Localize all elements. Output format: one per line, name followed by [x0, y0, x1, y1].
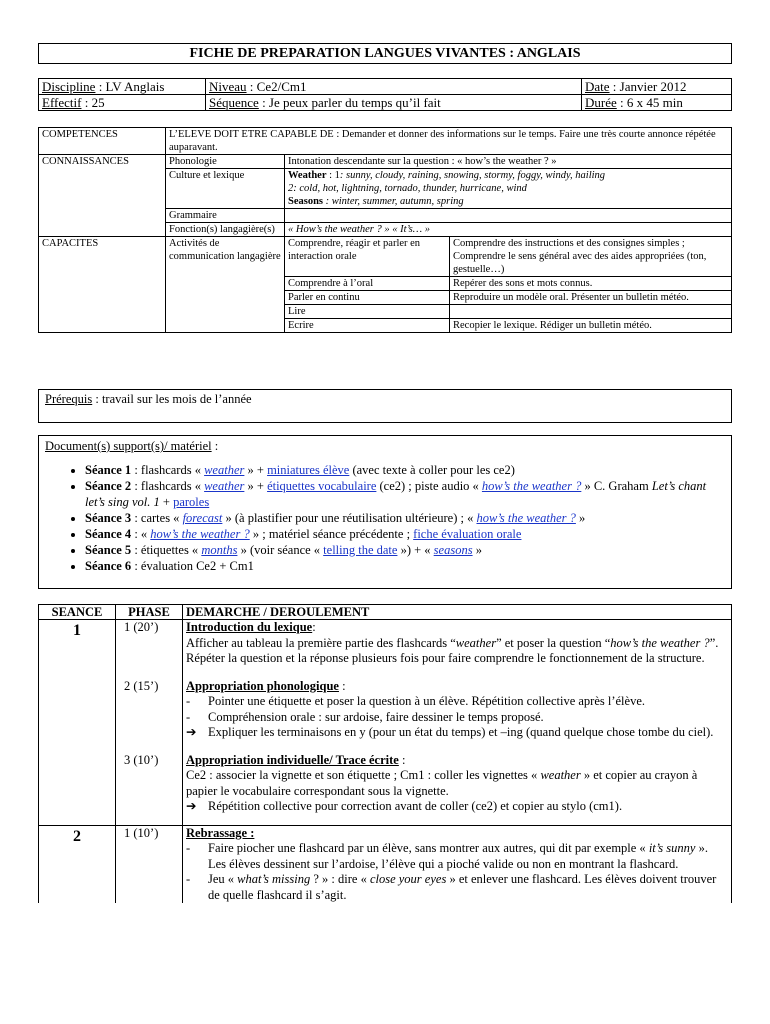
weather-level-1: : 1 — [326, 170, 340, 181]
sequence-label: Séquence — [209, 95, 259, 110]
capacite-description: Repérer des sons et mots connus. — [450, 277, 732, 291]
fiche-evaluation-link[interactable]: fiche évaluation orale — [413, 527, 522, 541]
weather-words-2: 2: cold, hot, lightning, tornado, thunder, hurricane, wind — [288, 183, 527, 194]
seance-label: Séance 2 — [85, 479, 132, 493]
phase-italic: weather — [540, 768, 581, 782]
niveau-value: : Ce2/Cm1 — [246, 79, 307, 94]
phase-title: Appropriation phonologique — [186, 678, 339, 693]
bullet-text: Expliquer les terminaisons en y (pour un état du temps) et –ing (quand quelque chose tombe du ciel). — [208, 725, 714, 739]
doc-text: » — [575, 511, 586, 525]
fonctions-label: Fonction(s) langagière(s) — [166, 223, 285, 237]
weather-link[interactable]: weather — [204, 463, 245, 477]
connaissances-label: CONNAISSANCES — [39, 155, 166, 237]
seasons-label: Seasons — [288, 196, 324, 207]
list-item — [85, 462, 725, 478]
header-phase: PHASE — [116, 605, 183, 620]
phase-text: Ce2 : associer la vignette et son étiquette ; Cm1 : coller les vignettes « — [186, 768, 541, 782]
page-title: FICHE DE PREPARATION LANGUES VIVANTES : ANGLAIS — [38, 43, 732, 64]
activites-label: Activités de communication langagière — [166, 237, 285, 333]
bullet-italic: what’s missing — [237, 872, 311, 886]
bullet-text: Faire piocher une flashcard par un élève, sans montrer aux autres, qui dit par exemple « — [208, 841, 649, 855]
list-item — [85, 526, 725, 542]
effectif-label: Effectif — [42, 95, 82, 110]
phase-italic: weather — [455, 635, 497, 650]
fonctions-text: « How’s the weather ? » « It’s… » — [285, 223, 732, 237]
arrow-icon: ➔ — [186, 799, 197, 813]
bullet-text: Jeu « — [208, 872, 238, 886]
prerequis-box — [38, 389, 732, 423]
seasons-words: : winter, summer, autumn, spring — [323, 196, 464, 207]
phase-duration: 1 (20’) — [116, 620, 183, 679]
seance-label: Séance 6 — [85, 559, 132, 573]
phase-title: Introduction du lexique — [186, 620, 313, 634]
capacite-activity: Parler en continu — [285, 291, 450, 305]
seance-label: Séance 4 — [85, 527, 132, 541]
bullet-text: Répétition collective pour correction avant de coller (ce2) et copier au stylo (cm1). — [208, 799, 623, 813]
seance-number: 1 — [39, 620, 116, 826]
hows-the-weather-link[interactable]: how’s the weather ? — [476, 511, 576, 525]
documents-label: Document(s) support(s)/ matériel — [45, 439, 212, 453]
bullet-text: ». Les élèves dessinent sur l’ardoise, l’élève qui a pioché valide ou non en montrant la flashcard. — [208, 841, 708, 871]
header-seance: SEANCE — [39, 605, 116, 620]
arrow-icon: ➔ — [186, 725, 197, 739]
grammaire-label: Grammaire — [166, 209, 285, 223]
phase-duration: 3 (10’) — [116, 753, 183, 826]
seance-label: Séance 5 — [85, 543, 132, 557]
doc-text: : « — [131, 527, 151, 541]
telling-the-date-link[interactable]: telling the date — [323, 543, 398, 557]
header-demarche: DEMARCHE / DEROULEMENT — [183, 605, 732, 620]
doc-text: » C. Graham — [581, 479, 652, 493]
doc-text: : étiquettes « — [131, 543, 202, 557]
doc-text: » ; matériel séance précédente ; — [249, 527, 414, 541]
culture-label: Culture et lexique — [166, 169, 285, 209]
seance-label: Séance 1 — [85, 463, 132, 477]
list-item — [85, 510, 725, 526]
identification-table — [38, 78, 732, 111]
list-item — [85, 558, 725, 574]
doc-italic: Let’s chant let’s sing vol. 1 — [85, 479, 707, 509]
phase-text: ” et poser la question “ — [496, 635, 611, 650]
forecast-link[interactable]: forecast — [182, 511, 223, 525]
competences-text: L’ELEVE DOIT ETRE CAPABLE DE : Demander et donner des informations sur le temps. Faire une très courte annonce répétée auparavant. — [166, 128, 732, 155]
months-link[interactable]: months — [201, 543, 238, 557]
miniatures-link[interactable]: miniatures élève — [267, 463, 350, 477]
capacite-description: Recopier le lexique. Rédiger un bulletin météo. — [450, 319, 732, 333]
capacite-activity: Lire — [285, 305, 450, 319]
phase-text: ”. Répéter la question et la réponse plusieurs fois pour faire comprendre le fonctionnement de la structure. — [186, 635, 719, 665]
seasons-link[interactable]: seasons — [433, 543, 473, 557]
phase-content: Introduction du lexique: Afficher au tableau la première partie des flashcards “weather” et poser la question “how’s the weather ?”. Répéter la question et la réponse plusieurs fois pour faire comprendre le fonctionnement de la structure. — [183, 620, 732, 679]
phase-italic: how’s the weather ? — [610, 635, 710, 650]
doc-text: : flashcards « — [131, 479, 205, 493]
doc-text: (avec texte à coller pour les ce2) — [349, 463, 515, 477]
hows-the-weather-link[interactable]: how’s the weather ? — [150, 527, 250, 541]
deroulement-table — [38, 604, 732, 903]
phase-content: Appropriation phonologique : - Pointer une étiquette et poser la question à un élève. Répétition collective après l’élève. - Compréhension orale : sur ardoise, faire dessiner le temps proposé. ➔ Expliquer les terminaisons en y (pour un état du temps) et –ing (quand quelque chose tombe du ciel). — [183, 679, 732, 753]
phase-content: Rebrassage : - Faire piocher une flashcard par un élève, sans montrer aux autres, qui dit par exemple « it’s sunny ». Les élèves dessinent sur l’ardoise, l’élève qui a pioché valide ou non en montrant la flashcard. - Jeu « what’s missing ? » : dire « close your eyes » et enlever une flashcard. Les élèves doivent trouver de quelle flashcard il s’agit. — [183, 825, 732, 903]
discipline-label: Discipline — [42, 79, 96, 94]
weather-label: Weather — [288, 170, 327, 181]
phase-content: Appropriation individuelle/ Trace écrite : Ce2 : associer la vignette et son étiquette ; Cm1 : coller les vignettes « weather » et copier au crayon à papier le vocabulaire correspondant sous la vignette. ➔ Répétition collective pour correction avant de coller (ce2) et copier au stylo (cm1). — [183, 753, 732, 826]
bullet-text: ? » : dire « — [310, 872, 370, 886]
capacite-activity: Comprendre, réagir et parler en interaction orale — [285, 237, 450, 277]
sequence-value: : Je peux parler du temps qu’il fait — [258, 95, 441, 110]
doc-text: : cartes « — [131, 511, 183, 525]
date-value: : Janvier 2012 — [609, 79, 687, 94]
effectif-value: : 25 — [81, 95, 105, 110]
list-item — [85, 478, 725, 510]
phase-title: Rebrassage : — [186, 825, 255, 840]
doc-text: : flashcards « — [131, 463, 205, 477]
bullet-text: Pointer une étiquette et poser la question à un élève. Répétition collective après l’élève. — [208, 694, 645, 708]
bullet-italic: close your eyes — [369, 872, 447, 886]
doc-text: » (à plastifier pour une réutilisation ultérieure) ; « — [222, 511, 477, 525]
phase-title: Appropriation individuelle/ Trace écrite — [186, 752, 399, 767]
capacite-description — [450, 305, 732, 319]
doc-text: » (voir séance « — [237, 543, 324, 557]
phase-text: » et copier au crayon à papier le vocabulaire correspondant sous la vignette. — [186, 768, 698, 798]
phonologie-text: Intonation descendante sur la question : « how’s the weather ? » — [285, 155, 732, 169]
phonologie-label: Phonologie — [166, 155, 285, 169]
prerequis-label: Prérequis — [45, 392, 93, 406]
doc-text: (ce2) ; piste audio « — [376, 479, 482, 493]
paroles-link[interactable]: paroles — [173, 495, 210, 509]
capacites-label: CAPACITES — [39, 237, 166, 333]
prerequis-text: : travail sur les mois de l’année — [92, 392, 252, 406]
weather-words-1: : sunny, cloudy, raining, snowing, stormy, foggy, windy, hailing — [339, 170, 606, 181]
weather-link[interactable]: weather — [204, 479, 245, 493]
duree-label: Durée — [585, 95, 617, 110]
documents-colon: : — [211, 439, 219, 453]
capacite-description: Comprendre des instructions et des consignes simples ; Comprendre le sens général avec des aides appropriées (ton, gestuelle…) — [450, 237, 732, 277]
lexique-cell — [285, 169, 732, 209]
phase-text: Afficher au tableau la première partie des flashcards “ — [186, 635, 456, 650]
duree-value: : 6 x 45 min — [616, 95, 683, 110]
capacite-activity: Ecrire — [285, 319, 450, 333]
date-label: Date — [585, 79, 610, 94]
documents-box — [38, 435, 732, 589]
bullet-text: Compréhension orale : sur ardoise, faire dessiner le temps proposé. — [208, 709, 544, 724]
capacite-activity: Comprendre à l’oral — [285, 277, 450, 291]
capacite-description: Reproduire un modèle oral. Présenter un bulletin météo. — [450, 291, 732, 305]
niveau-label: Niveau — [209, 79, 247, 94]
bullet-italic: it’s sunny — [648, 841, 696, 855]
phase-duration: 1 (10’) — [116, 825, 183, 903]
phase-duration: 2 (15’) — [116, 679, 183, 753]
competences-table — [38, 127, 732, 333]
discipline-value: : LV Anglais — [95, 79, 165, 94]
seance-number: 2 — [39, 825, 116, 903]
doc-text: » + — [244, 479, 268, 493]
doc-text: » — [472, 543, 482, 557]
doc-text: ») + « — [397, 543, 434, 557]
doc-text: : évaluation Ce2 + Cm1 — [131, 559, 254, 573]
list-item — [85, 542, 725, 558]
doc-text: » + — [244, 463, 268, 477]
seance-label: Séance 3 — [85, 511, 132, 525]
grammaire-text — [285, 209, 732, 223]
etiquettes-link[interactable]: étiquettes vocabulaire — [267, 479, 377, 493]
competences-label: COMPETENCES — [39, 128, 166, 155]
bullet-text: » et enlever une flashcard. Les élèves doivent trouver de quelle flashcard il s’agit. — [208, 872, 717, 902]
documents-list — [45, 462, 725, 574]
hows-the-weather-link[interactable]: how’s the weather ? — [481, 479, 582, 493]
doc-text: + — [159, 495, 174, 509]
